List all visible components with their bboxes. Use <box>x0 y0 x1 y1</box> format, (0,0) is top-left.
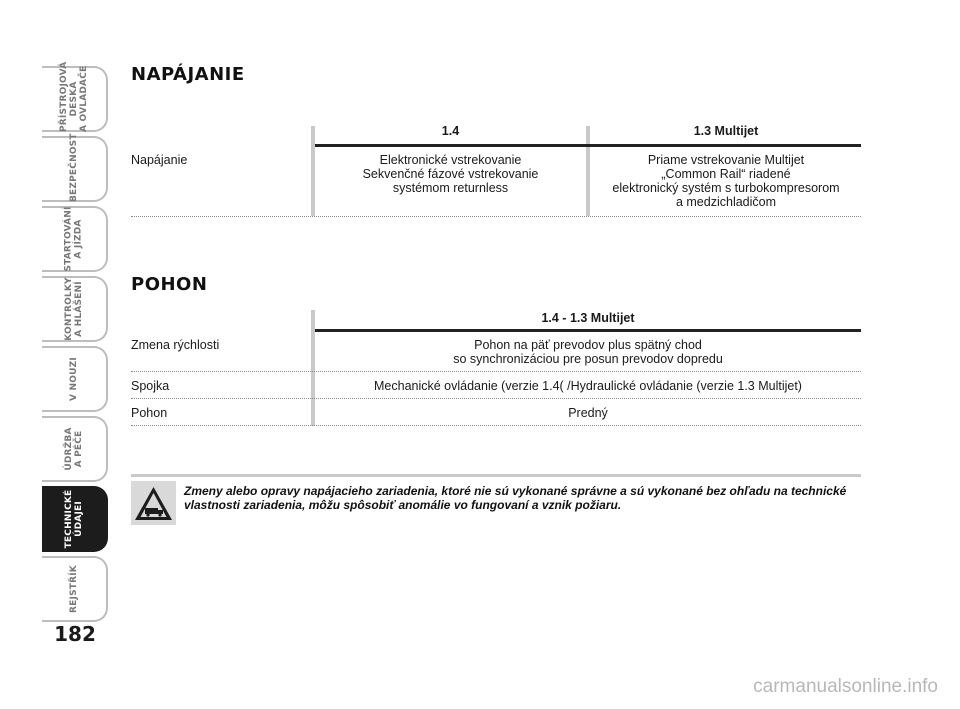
tab-label: PŘÍSTROJOVÁ DESKA A OVLADAČE <box>59 61 89 132</box>
table-row-rule <box>131 425 861 426</box>
warning-text: Zmeny alebo opravy napájacieho zariadenia, ktoré nie sú vykonané správne a sú vykonané bez ohľadu na technické vlastnosti zariadenia, môžu spôsobiť anomálie vo fungovaní a vznik požiaru. <box>184 484 847 512</box>
tab-label: V NOUZI <box>69 357 79 401</box>
table-row-rule <box>131 371 861 372</box>
tab-rejstrik[interactable] <box>42 556 108 622</box>
table-header-rule <box>315 144 861 147</box>
warning-triangle-icon <box>131 481 176 525</box>
tab-label: REJSTŘÍK <box>69 565 79 613</box>
section-title-napajanie: NAPÁJANIE <box>131 64 245 85</box>
table-header-rule <box>315 329 861 332</box>
section-title-pohon: POHON <box>131 274 208 295</box>
cell-pohon: Predný <box>568 406 608 420</box>
tab-v-nouzi[interactable] <box>42 346 108 412</box>
tab-pristrojova-deska[interactable] <box>42 61 108 132</box>
tab-technicke-udaje[interactable] <box>42 486 108 552</box>
cell-napajanie-1-4: Elektronické vstrekovanie Sekvenčné fázové vstrekovanie systémom returnless <box>362 153 539 195</box>
row-label-zmena-rychlosti: Zmena rýchlosti <box>131 338 220 352</box>
tab-kontrolky[interactable] <box>42 276 108 342</box>
tab-label: TECHNICKÉ ÚDAJEI <box>64 489 84 549</box>
row-label-napajanie: Napájanie <box>131 153 188 167</box>
table-row-rule <box>131 216 861 217</box>
warning-rule <box>131 474 861 477</box>
table-header-pohon: 1.4 - 1.3 Multijet <box>541 311 635 325</box>
table-row-rule <box>131 398 861 399</box>
tab-startovani[interactable] <box>42 206 108 272</box>
tab-label: BEZPEČNOST <box>69 133 79 202</box>
tab-bezpecnost[interactable] <box>42 133 108 202</box>
page-number: 182 <box>54 622 96 646</box>
watermark: carmanualsonline.info <box>753 676 938 697</box>
cell-zmena-rychlosti: Pohon na päť prevodov plus spätný chod so synchronizáciou pre posun prevodov dopredu <box>453 338 723 366</box>
tab-label: STARTOVÁNÍ A JÍZDA <box>64 206 85 272</box>
tab-udrzba[interactable] <box>42 416 108 482</box>
row-label-spojka: Spojka <box>131 379 170 393</box>
cell-napajanie-multijet: Priame vstrekovanie Multijet „Common Rail“ riadené elektronický systém s turbokompresorom a medzichladičom <box>612 153 840 209</box>
table-header-1-4: 1.4 <box>441 124 460 138</box>
tab-label: KONTROLKY A HLÁŠENÍ <box>64 277 84 341</box>
cell-spojka: Mechanické ovládanie (verzie 1.4( /Hydraulické ovládanie (verzie 1.3 Multijet) <box>374 379 802 393</box>
tab-label: ÚDRŽBA A PÉČE <box>64 427 84 471</box>
row-label-pohon: Pohon <box>131 406 168 420</box>
table-header-multijet: 1.3 Multijet <box>693 124 759 138</box>
